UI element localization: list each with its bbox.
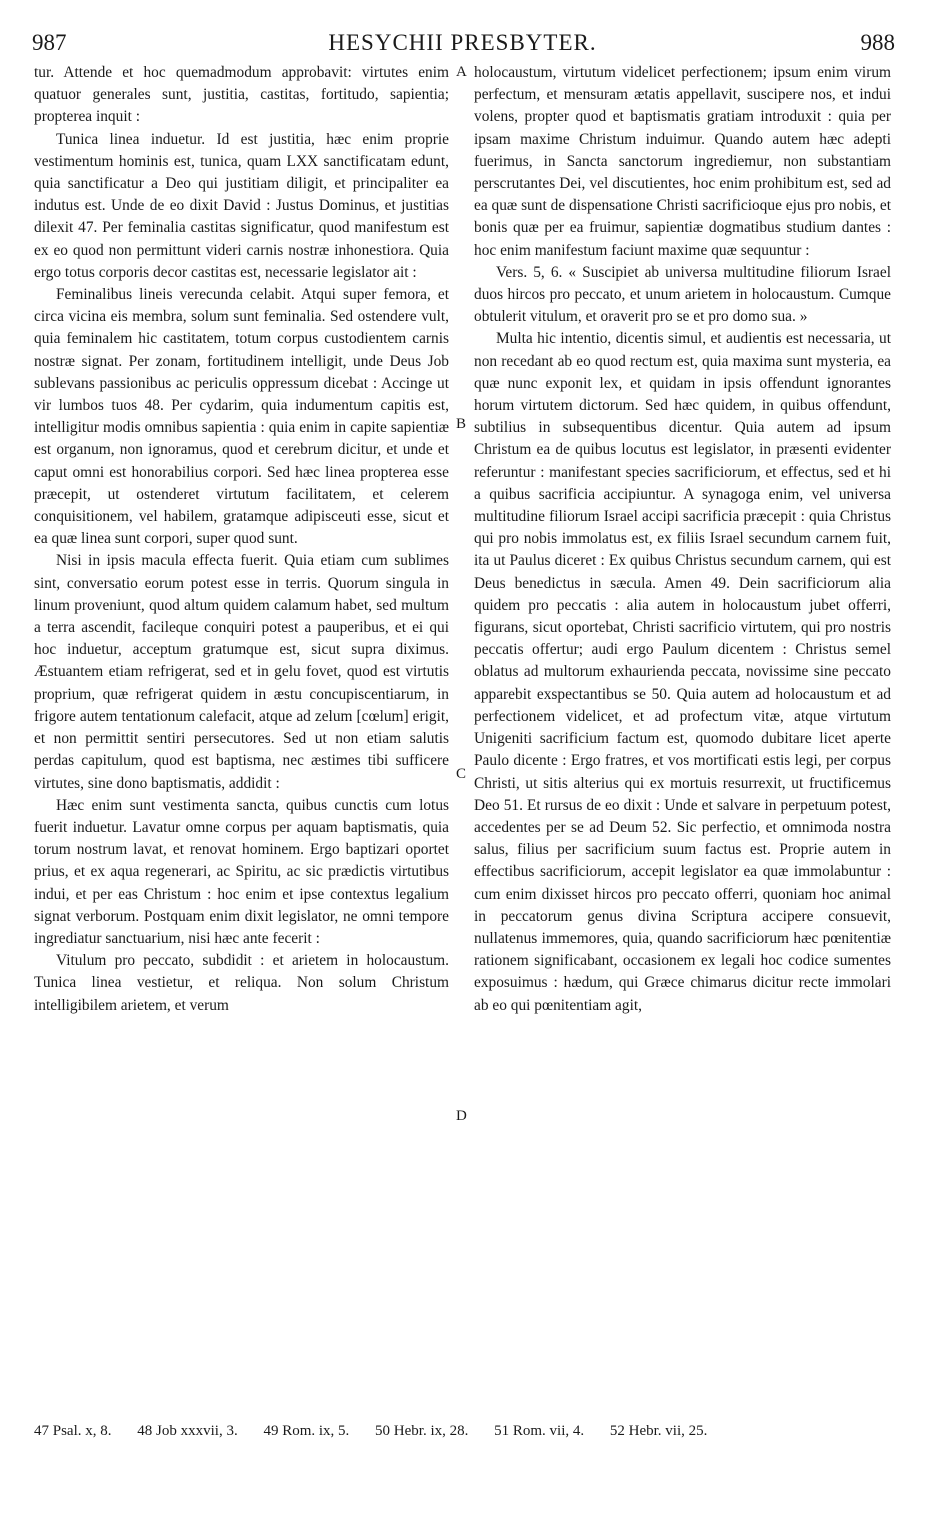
paragraph: Feminalibus lineis verecunda celabit. Atqui super femora, et circa vicina eis membra, solum sunt feminalia. Sed ostendere vult, quia feminalem hic castitatem, totum corpus custodientem carnis nostræ signat. Per zonam, fortitudinem intelligit, unde Deus Job sublevans passionibus ac periculis oppressum dicebat : Accinge ut vir lumbos tuos 48. Per cydarim, quia indumentum capitis est, intelligitur modis omnibus sapientia : quia enim in capite sapientiæ est organum, non ignoramus, quod et cerebrum dicitur, et unde et caput omni est honorabilius corpori. Sed hæc linea propterea esse præcepit, ut ostenderet virtutum facilitatem, et celerem conquisitionem, vel habilem, gratamque adipisceuti esse, sicut et ea quæ linea sunt corpori, super quod sunt.	[34, 286, 449, 548]
paragraph: Vitulum pro peccato, subdidit : et arietem in holocaustum. Tunica linea vestietur, et reliqua. Non solum Christum intelligibilem arietem, et verum	[34, 952, 449, 1014]
footnote: 47 Psal. x, 8.	[34, 1423, 112, 1439]
paragraph: holocaustum, virtutum videlicet perfectionem; ipsum enim virum perfectum, et mensuram ætatis appellavit, suscipere nos, et indui volens, propter quod et baptismatis gratiam introduxit : quia per ipsam maxime Christum induimur. Quando autem hæc adepti fuerimus, in Sancta sanctorum ingrediemur, non substantiam perscrutantes Dei, vel discutientes, hoc enim prohibitum est, sed ad ea quæ sunt de dispensatione Christi sacrificioque ejus pro nobis, et bonis quæ per ea fruimur, sapientiæ dogmatibus studium dantes : hoc enim manifestum faciunt maxime quæ sequuntur :	[474, 64, 891, 259]
page-number-right: 988	[860, 30, 895, 55]
left-column	[34, 62, 449, 1017]
footnote: 51 Rom. vii, 4.	[494, 1423, 585, 1439]
footnote: 50 Hebr. ix, 28.	[375, 1423, 469, 1439]
footnote: 52 Hebr. vii, 25.	[609, 1423, 708, 1439]
margin-letter-c: C	[456, 766, 467, 782]
margin-letter-a: A	[456, 64, 467, 80]
footnote: 48 Job xxxvii, 3.	[137, 1423, 238, 1439]
margin-letter-d: D	[456, 1108, 467, 1124]
page-number-left: 987	[32, 30, 67, 55]
page-header	[0, 22, 925, 62]
paragraph: Hæc enim sunt vestimenta sancta, quibus cunctis cum lotus fuerit induetur. Lavatur omne corpus per aquam baptismatis, quia torum nostrum lavat, et renovat hominem. Ergo baptizari oportet prius, et ex aqua regenerari, ac Spiritu, ac sic prædictis virtutibus indui, et per eas Christum : hoc enim et ipse contextus legalium signat verborum. Postquam enim dixit legislator, ne omni tempore ingrediatur sanctuarium, nisi hæc ante fecerit :	[34, 796, 449, 947]
paragraph: Tunica linea induetur. Id est justitia, hæc enim proprie vestimentum hominis est, tunica, quam LXX sanctificatam edunt, quia sanctificatur a Deo qui justitiam diligit, et principaliter ea indutus est. Unde de eo dixit David : Justus Dominus, et justitias dilexit 47. Per feminalia castitas significatur, quod manifestum est ex eo quod non permittunt videri carnis nostræ inhonestiora. Quia ergo totus corporis decor castitas est, necessarie legislator ait :	[34, 130, 449, 281]
paragraph: Multa hic intentio, dicentis simul, et audientis est necessaria, ut non recedant ab eo quod rectum est, quia maxima sunt mysteria, ea quæ nunc exponit lex, et quidam in ipsis offendunt ignorantes horum virtutem dictorum. Sed hæc quidem, in quibus offendunt, subtilius in subsequentibus dicentur. Quia autem ad ipsum Christum ea de quibus locutus est legislator, in præsenti evidenter referuntur : manifestant species sacrificiorum, et effectus, sed et hi a quibus sacrificia accipiuntur. A synagoga enim, vel universa multitudine filiorum Israel accipi sacrificia præcepit : quia Christus qui pro nobis immolatus est, ex filiis Israel secundum carnem fuit, ita ut Paulus diceret : Ex quibus Christus secundum carnem, qui est Deus benedictus in sæcula. Amen 49. Dein sacrificiorum alia quidem pro peccatis : alia autem in holocaustum jubet offerri, figurans, sicut oportebat, Christi sacrificio virtutem, qui pro nostris peccatis offertur; audi ergo Paulum dicentem : Christus semel oblatus ad multorum exhaurienda peccata, novissime sine peccato apparebit exspectantibus se 50. Quia autem ad holocaustum et ad perfectionem videlicet, et ad profectum vitæ, atque virtutum Unigeniti sacrificium factum est, quomodo dubitare licet aperte Paulo dicente : Ergo fratres, et vos mortificati estis legi, per corpus Christi, ut sitis alterius qui ex mortuis resurrexit, ut fructificemus Deo 51. Et rursus de eo dixit : Unde et salvare in perpetuum potest, accedentes per se ad Deum 52. Sic perfectio, et omnimoda nostra salus, filius per sacrificium suum factus est. Proprie autem in effectibus sacrificiorum, accepit legislator ea quæ immolabuntur : cum enim dixisset hircos pro peccato offerri, quoniam hoc animal in peccatorum genus divina Scriptura accipere consuevit, nullatenus immemores, quia, quando sacrificiorum hæc pœnitentiæ rationem significabant, occasionem ex legali hoc codice sumentes exposuimus : hædum, qui Græce chimarus dicitur recte immolari ab eo qui pœnitentiam agit,	[474, 330, 891, 1014]
footnote: 49 Rom. ix, 5.	[263, 1423, 350, 1439]
paragraph: Vers. 5, 6. « Suscipiet ab universa multitudine filiorum Israel duos hircos pro peccato, et unum arietem in holocaustum. Cumque obtulerit vitulum, et oraverit pro se et pro domo sua. »	[474, 263, 891, 326]
margin-letter-b: B	[456, 416, 467, 432]
paragraph: Nisi in ipsis macula effecta fuerit. Quia etiam cum sublimes sint, conversatio eorum potest esse in terris. Quorum singula in linum proveniunt, quod altum quidem calamum habet, sed multum a terra ascendit, facileque conquiri potest a pauperibus, et ei qui hoc induetur, acceptum gratumque est, sicut supra diximus. Æstuantem etiam refrigerat, sed et in gelu fovet, quod est virtutis proprium, quæ refrigerat quidem in æstu concupiscentiarum, in frigore autem tentationum calefacit, atque ad zelum [cœlum] erigit, et non permittit sentiri persecutores. Sed ut non etiam salutis perdas capitulum, quod est baptisma, nec æstimes tibi sufficere virtutes, sine dono baptismatis, addidit :	[34, 552, 449, 792]
right-column	[474, 62, 891, 1017]
paragraph: tur. Attende et hoc quemadmodum approbavit: virtutes enim quatuor generales sunt, justitia, castitas, fortitudo, sapientia; propterea inquit :	[34, 64, 449, 126]
running-title: HESYCHII PRESBYTER.	[328, 30, 597, 55]
footnotes	[34, 1420, 891, 1442]
